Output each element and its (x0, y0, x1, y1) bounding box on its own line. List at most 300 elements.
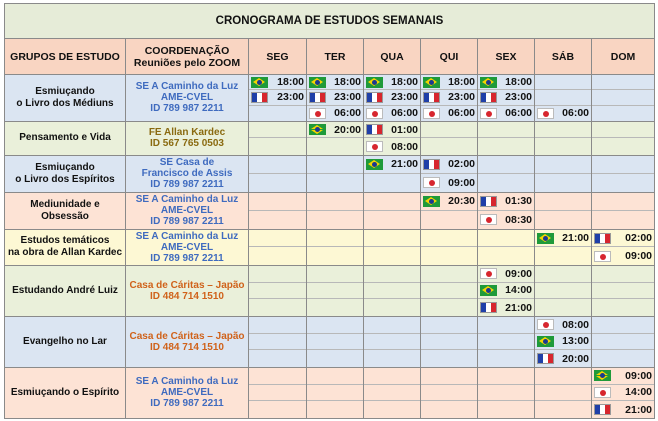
day-cell-qui (421, 155, 478, 192)
group-name-line: Esmiuçando (35, 85, 95, 97)
day-cell-sab (535, 155, 592, 192)
header-coordination-line2: Reuniões pelo ZOOM (133, 56, 241, 69)
empty-slot (249, 368, 306, 385)
time-value: 21:00 (505, 301, 532, 314)
time-slot (535, 230, 591, 248)
time-value: 02:00 (448, 158, 475, 171)
group-name-line: Esmiuçando (35, 161, 95, 173)
title-row (5, 4, 655, 39)
empty-slot (364, 317, 420, 334)
empty-slot (592, 156, 654, 174)
fr-flag-icon (480, 302, 497, 313)
empty-slot (249, 211, 306, 229)
time-slot (421, 106, 477, 121)
time-slot (535, 106, 591, 121)
empty-slot (535, 211, 591, 229)
weekly-schedule-table (4, 3, 655, 419)
empty-slot (535, 174, 591, 192)
time-slot (249, 90, 306, 105)
day-cell-dom (592, 75, 655, 122)
header-groups: GRUPOS DE ESTUDO (5, 39, 126, 75)
time-value: 14:00 (625, 386, 653, 399)
empty-slot (478, 247, 534, 265)
day-cell-qua (364, 367, 421, 418)
group-name-cell (5, 367, 126, 418)
day-cell-qui (421, 367, 478, 418)
time-slot (478, 90, 534, 105)
empty-slot (592, 90, 654, 105)
day-cell-qua (364, 75, 421, 122)
jp-flag-icon (423, 177, 440, 188)
empty-slot (364, 230, 420, 248)
group-name-cell (5, 155, 126, 192)
empty-slot (478, 156, 534, 174)
header-day-dom: DOM (592, 39, 655, 75)
empty-slot (249, 230, 306, 248)
empty-slot (592, 211, 654, 229)
coordination-line: AME-CVEL (160, 205, 214, 217)
empty-slot (307, 230, 363, 248)
day-cell-ter (307, 265, 364, 316)
empty-slot (421, 230, 477, 248)
group-name-cell (5, 75, 126, 122)
day-cell-ter (307, 316, 364, 367)
empty-slot (592, 299, 654, 316)
empty-slot (307, 317, 363, 334)
empty-slot (249, 401, 306, 418)
fr-flag-icon (537, 353, 554, 364)
coordination-line: ID 789 987 2211 (150, 179, 224, 191)
empty-slot (249, 350, 306, 367)
coordination-line: SE A Caminho da Luz (135, 376, 239, 388)
empty-slot (249, 156, 306, 174)
empty-slot (249, 174, 306, 192)
time-value: 01:30 (505, 195, 532, 208)
time-value: 06:00 (334, 107, 361, 120)
time-value: 02:00 (625, 232, 653, 245)
time-slot (364, 156, 420, 174)
coordination-line: ID 484 714 1510 (150, 290, 224, 302)
empty-slot (478, 334, 534, 351)
fr-flag-icon (366, 124, 383, 135)
empty-slot (421, 283, 477, 300)
time-slot (478, 75, 534, 90)
time-slot (364, 138, 420, 155)
time-value: 14:00 (505, 284, 532, 297)
br-flag-icon (594, 370, 611, 381)
day-cell-qui (421, 229, 478, 265)
day-cell-dom (592, 192, 655, 229)
day-cell-qui (421, 75, 478, 122)
time-value: 18:00 (334, 76, 361, 89)
day-cell-seg (249, 367, 307, 418)
coordination-line: ID 789 987 2211 (150, 398, 224, 410)
jp-flag-icon (366, 141, 383, 152)
empty-slot (421, 368, 477, 385)
time-value: 09:00 (505, 267, 532, 280)
empty-slot (307, 299, 363, 316)
coordination-line: SE A Caminho da Luz (135, 81, 239, 93)
empty-slot (535, 283, 591, 300)
empty-slot (249, 299, 306, 316)
br-flag-icon (251, 77, 268, 88)
day-cell-ter (307, 229, 364, 265)
empty-slot (592, 266, 654, 283)
empty-slot (535, 368, 591, 385)
empty-slot (249, 283, 306, 300)
day-cell-sex (478, 155, 535, 192)
time-slot (535, 350, 591, 367)
jp-flag-icon (423, 108, 440, 119)
day-cell-qua (364, 121, 421, 155)
empty-slot (535, 122, 591, 139)
table-row (5, 265, 655, 316)
table-row (5, 192, 655, 229)
jp-flag-icon (366, 108, 383, 119)
time-slot (307, 75, 363, 90)
empty-slot (478, 317, 534, 334)
table-row (5, 367, 655, 418)
coordination-line: SE Casa de (159, 157, 215, 169)
time-slot (592, 385, 654, 402)
empty-slot (307, 266, 363, 283)
time-value: 06:00 (448, 107, 475, 120)
empty-slot (249, 106, 306, 121)
day-cell-sex (478, 229, 535, 265)
coordination-line: ID 789 987 2211 (150, 252, 224, 264)
time-value: 06:00 (505, 107, 532, 120)
day-cell-dom (592, 121, 655, 155)
empty-slot (364, 350, 420, 367)
empty-slot (307, 193, 363, 211)
time-slot (478, 299, 534, 316)
empty-slot (592, 283, 654, 300)
day-cell-qui (421, 121, 478, 155)
empty-slot (249, 122, 306, 139)
header-coordination (126, 39, 249, 75)
empty-slot (364, 283, 420, 300)
jp-flag-icon (480, 214, 497, 225)
coordination-line: AME-CVEL (160, 241, 214, 253)
empty-slot (592, 122, 654, 139)
time-slot (249, 75, 306, 90)
empty-slot (478, 174, 534, 192)
day-cell-sex (478, 192, 535, 229)
time-value: 01:00 (391, 123, 418, 136)
header-day-seg: SEG (249, 39, 307, 75)
empty-slot (592, 75, 654, 90)
coordination-cell (126, 316, 249, 367)
group-name-cell (5, 121, 126, 155)
empty-slot (478, 122, 534, 139)
empty-slot (592, 174, 654, 192)
time-slot (421, 75, 477, 90)
group-name-line: Estudos temáticos (20, 235, 110, 247)
coordination-cell (126, 229, 249, 265)
empty-slot (592, 350, 654, 367)
group-name-line: Mediunidade e (30, 198, 100, 210)
day-cell-sex (478, 75, 535, 122)
empty-slot (249, 334, 306, 351)
group-name-line: na obra de Allan Kardec (7, 247, 123, 259)
coordination-line: ID 789 987 2211 (150, 103, 224, 115)
empty-slot (364, 266, 420, 283)
time-slot (364, 75, 420, 90)
br-flag-icon (366, 77, 383, 88)
empty-slot (535, 385, 591, 402)
coordination-line: AME-CVEL (160, 92, 214, 104)
group-name-line: o Livro dos Espíritos (15, 173, 115, 185)
empty-slot (592, 193, 654, 211)
time-value: 08:00 (562, 318, 589, 331)
time-slot (478, 266, 534, 283)
empty-slot (421, 334, 477, 351)
fr-flag-icon (309, 92, 326, 103)
empty-slot (421, 211, 477, 229)
day-cell-dom (592, 367, 655, 418)
empty-slot (478, 385, 534, 402)
time-value: 06:00 (562, 107, 589, 120)
empty-slot (535, 401, 591, 418)
coordination-line: ID 789 987 2211 (150, 216, 224, 228)
time-value: 06:00 (391, 107, 418, 120)
coordination-line: FE Allan Kardec (148, 127, 226, 139)
time-value: 21:00 (562, 232, 589, 245)
fr-flag-icon (594, 404, 611, 415)
day-cell-qua (364, 192, 421, 229)
br-flag-icon (423, 196, 440, 207)
time-value: 09:00 (625, 250, 653, 263)
br-flag-icon (309, 77, 326, 88)
empty-slot (364, 385, 420, 402)
coordination-cell (126, 265, 249, 316)
day-cell-sab (535, 75, 592, 122)
group-name-line: Estudando André Luiz (12, 284, 118, 296)
empty-slot (307, 368, 363, 385)
empty-slot (307, 385, 363, 402)
empty-slot (364, 174, 420, 192)
day-cell-seg (249, 316, 307, 367)
empty-slot (535, 75, 591, 90)
time-slot (364, 122, 420, 139)
group-name-cell (5, 316, 126, 367)
jp-flag-icon (480, 268, 497, 279)
time-slot (307, 122, 363, 139)
day-cell-dom (592, 155, 655, 192)
br-flag-icon (537, 233, 554, 244)
time-slot (535, 334, 591, 351)
time-value: 21:00 (625, 403, 653, 416)
day-cell-sex (478, 367, 535, 418)
group-name-line: o Livro dos Médiuns (16, 97, 114, 109)
empty-slot (421, 385, 477, 402)
fr-flag-icon (366, 92, 383, 103)
empty-slot (535, 299, 591, 316)
empty-slot (421, 317, 477, 334)
header-day-sab: SÁB (535, 39, 592, 75)
table-row (5, 121, 655, 155)
empty-slot (364, 334, 420, 351)
day-cell-qua (364, 265, 421, 316)
day-cell-seg (249, 192, 307, 229)
fr-flag-icon (423, 92, 440, 103)
br-flag-icon (423, 77, 440, 88)
time-slot (592, 368, 654, 385)
coordination-line: Francisco de Assis (141, 168, 233, 180)
fr-flag-icon (423, 159, 440, 170)
day-cell-ter (307, 155, 364, 192)
time-value: 08:30 (505, 213, 532, 226)
empty-slot (478, 138, 534, 155)
empty-slot (478, 350, 534, 367)
coordination-cell (126, 121, 249, 155)
empty-slot (535, 156, 591, 174)
br-flag-icon (537, 336, 554, 347)
empty-slot (535, 266, 591, 283)
empty-slot (249, 193, 306, 211)
empty-slot (421, 299, 477, 316)
coordination-line: ID 567 765 0503 (150, 138, 224, 150)
day-cell-qui (421, 192, 478, 229)
time-slot (478, 193, 534, 211)
time-slot (478, 106, 534, 121)
time-slot (421, 174, 477, 192)
header-day-ter: TER (307, 39, 364, 75)
fr-flag-icon (480, 196, 497, 207)
empty-slot (421, 401, 477, 418)
time-value: 20:00 (334, 123, 361, 136)
day-cell-qua (364, 316, 421, 367)
jp-flag-icon (309, 108, 326, 119)
empty-slot (249, 266, 306, 283)
br-flag-icon (480, 285, 497, 296)
time-slot (364, 106, 420, 121)
empty-slot (535, 138, 591, 155)
empty-slot (535, 90, 591, 105)
day-cell-sab (535, 192, 592, 229)
fr-flag-icon (251, 92, 268, 103)
group-name-line: Esmiuçando o Espírito (10, 386, 120, 398)
empty-slot (592, 334, 654, 351)
time-value: 18:00 (448, 76, 475, 89)
coordination-line: AME-CVEL (160, 387, 214, 399)
coordination-line: Casa de Cáritas – Japão (129, 279, 245, 291)
day-cell-dom (592, 316, 655, 367)
table-row (5, 229, 655, 265)
group-name-cell (5, 192, 126, 229)
jp-flag-icon (480, 108, 497, 119)
time-value: 09:00 (625, 369, 653, 382)
table-row (5, 316, 655, 367)
header-row (5, 39, 655, 75)
fr-flag-icon (594, 233, 611, 244)
empty-slot (307, 401, 363, 418)
time-value: 09:00 (448, 176, 475, 189)
coordination-line: Casa de Cáritas – Japão (129, 330, 245, 342)
br-flag-icon (480, 77, 497, 88)
day-cell-ter (307, 367, 364, 418)
empty-slot (364, 401, 420, 418)
day-cell-sex (478, 121, 535, 155)
br-flag-icon (366, 159, 383, 170)
day-cell-qua (364, 155, 421, 192)
group-name-line: Evangelho no Lar (23, 335, 107, 347)
time-value: 13:00 (562, 335, 589, 348)
empty-slot (421, 350, 477, 367)
header-coordination-line1: COORDENAÇÃO (144, 44, 230, 57)
time-slot (307, 106, 363, 121)
empty-slot (592, 106, 654, 121)
time-slot (535, 317, 591, 334)
empty-slot (307, 247, 363, 265)
jp-flag-icon (594, 387, 611, 398)
day-cell-qui (421, 265, 478, 316)
empty-slot (364, 299, 420, 316)
day-cell-seg (249, 155, 307, 192)
empty-slot (249, 247, 306, 265)
time-slot (592, 247, 654, 265)
coordination-cell (126, 192, 249, 229)
day-cell-ter (307, 192, 364, 229)
time-slot (478, 211, 534, 229)
day-cell-ter (307, 75, 364, 122)
time-value: 23:00 (391, 91, 418, 104)
coordination-line: SE A Caminho da Luz (135, 194, 239, 206)
day-cell-sab (535, 316, 592, 367)
time-value: 23:00 (448, 91, 475, 104)
time-value: 18:00 (505, 76, 532, 89)
jp-flag-icon (537, 108, 554, 119)
day-cell-seg (249, 75, 307, 122)
day-cell-seg (249, 265, 307, 316)
time-value: 23:00 (334, 91, 361, 104)
empty-slot (364, 211, 420, 229)
time-value: 20:30 (448, 195, 475, 208)
empty-slot (307, 138, 363, 155)
empty-slot (478, 368, 534, 385)
day-cell-sab (535, 265, 592, 316)
fr-flag-icon (480, 92, 497, 103)
day-cell-qua (364, 229, 421, 265)
schedule-title: CRONOGRAMA DE ESTUDOS SEMANAIS (5, 4, 655, 39)
empty-slot (307, 211, 363, 229)
empty-slot (364, 193, 420, 211)
time-value: 20:00 (562, 352, 589, 365)
time-value: 21:00 (391, 158, 418, 171)
empty-slot (249, 385, 306, 402)
br-flag-icon (309, 124, 326, 135)
jp-flag-icon (537, 319, 554, 330)
time-value: 23:00 (277, 91, 304, 104)
header-day-sex: SEX (478, 39, 535, 75)
coordination-cell (126, 155, 249, 192)
time-value: 18:00 (391, 76, 418, 89)
empty-slot (249, 138, 306, 155)
jp-flag-icon (594, 251, 611, 262)
group-name-cell (5, 265, 126, 316)
day-cell-dom (592, 229, 655, 265)
empty-slot (364, 368, 420, 385)
day-cell-sab (535, 229, 592, 265)
empty-slot (307, 350, 363, 367)
coordination-line: ID 484 714 1510 (150, 341, 224, 353)
empty-slot (307, 156, 363, 174)
day-cell-sex (478, 265, 535, 316)
time-slot (364, 90, 420, 105)
day-cell-sab (535, 367, 592, 418)
time-slot (421, 90, 477, 105)
empty-slot (307, 334, 363, 351)
